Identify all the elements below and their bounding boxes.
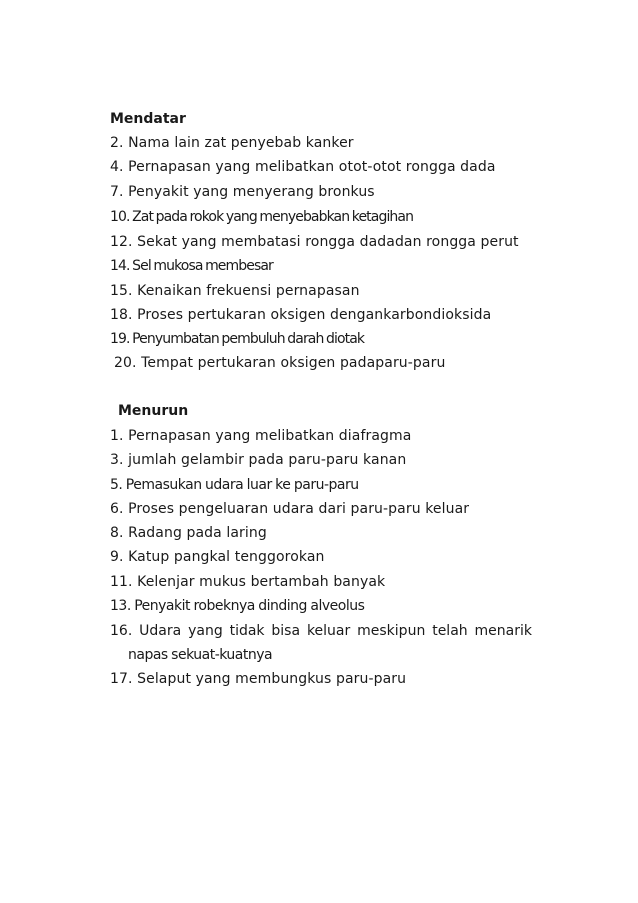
menurun-clue-16 xyxy=(110,623,532,639)
clue-16-word: yang xyxy=(188,623,223,639)
clue-16-word: bisa xyxy=(271,623,301,639)
clue-16-word: Udara xyxy=(139,623,182,639)
mendatar-clue-20: 20. Tempat pertukaran oksigen padaparu-paru xyxy=(114,355,446,371)
mendatar-clue-2: 2. Nama lain zat penyebab kanker xyxy=(110,135,354,151)
mendatar-clue-4: 4. Pernapasan yang melibatkan otot-otot rongga dada xyxy=(110,159,496,175)
menurun-clue-5: 5. Pemasukan udara luar ke paru-paru xyxy=(110,477,359,493)
mendatar-heading: Mendatar xyxy=(110,111,186,127)
clue-16-word: telah xyxy=(432,623,468,639)
menurun-clue-8: 8. Radang pada laring xyxy=(110,525,267,541)
mendatar-clue-15: 15. Kenaikan frekuensi pernapasan xyxy=(110,283,360,299)
menurun-clue-17: 17. Selaput yang membungkus paru-paru xyxy=(110,671,407,687)
mendatar-clue-19: 19. Penyumbatan pembuluh darah diotak xyxy=(110,331,365,347)
mendatar-clue-7: 7. Penyakit yang menyerang bronkus xyxy=(110,184,375,200)
menurun-clue-16-continuation: napas sekuat-kuatnya xyxy=(128,647,273,663)
clue-16-word: keluar xyxy=(306,623,351,639)
mendatar-clue-18: 18. Proses pertukaran oksigen dengankarbondioksida xyxy=(110,307,492,323)
mendatar-clue-12: 12. Sekat yang membatasi rongga dadadan rongga perut xyxy=(110,234,519,250)
menurun-clue-13: 13. Penyakit robeknya dinding alveolus xyxy=(110,598,365,614)
menurun-heading: Menurun xyxy=(118,403,189,419)
clue-16-word: tidak xyxy=(229,623,265,639)
mendatar-clue-14: 14. Sel mukosa membesar xyxy=(110,258,273,274)
menurun-clue-1: 1. Pernapasan yang melibatkan diafragma xyxy=(110,428,412,444)
menurun-clue-11: 11. Kelenjar mukus bertambah banyak xyxy=(110,574,386,590)
menurun-clue-3: 3. jumlah gelambir pada paru-paru kanan xyxy=(110,452,407,468)
mendatar-clue-10: 10. Zat pada rokok yang menyebabkan ketagihan xyxy=(110,209,414,225)
menurun-clue-9: 9. Katup pangkal tenggorokan xyxy=(110,549,325,565)
clue-16-word: 16. xyxy=(110,623,133,639)
clue-16-word: menarik xyxy=(474,623,532,639)
menurun-clue-6: 6. Proses pengeluaran udara dari paru-paru keluar xyxy=(110,501,470,517)
clue-16-word: meskipun xyxy=(357,623,426,639)
